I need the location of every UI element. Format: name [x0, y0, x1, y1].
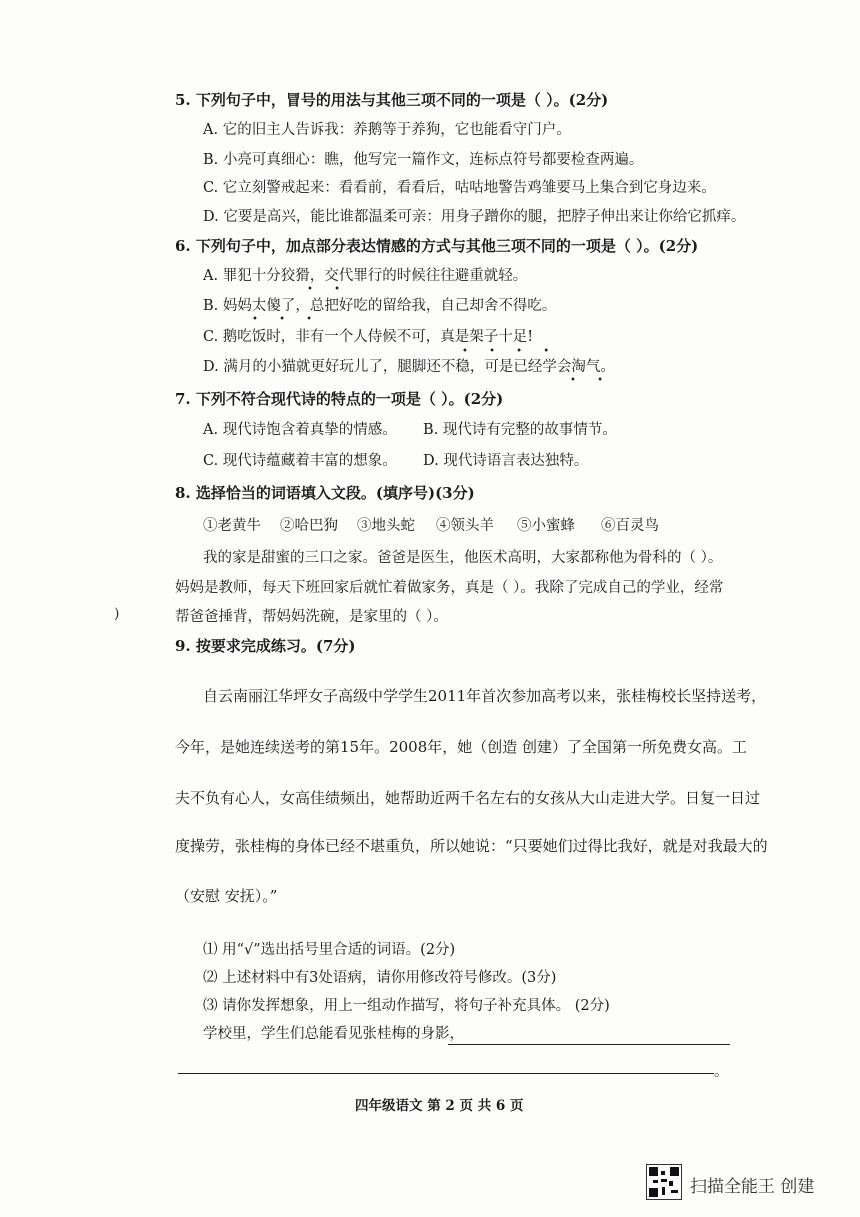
- q5-option-d: D. 它要是高兴，能比谁都温柔可亲：用身子蹭你的腿，把脖子伸出来让你给它抓痒。: [203, 209, 746, 225]
- q7-title: 7. 下列不符合现代诗的特点的一项是（ ）。(2分): [175, 390, 504, 408]
- q6-option-d: D. 满月的小猫就更好玩儿了，腿脚还不稳，可是已经学会淘气。: [203, 359, 615, 375]
- scanner-watermark: 扫描全能王 创建: [690, 1177, 815, 1197]
- q8-choice-2: ②哈巴狗: [280, 518, 338, 534]
- q9-subquestion-2: ⑵ 上述材料中有3处语病，请你用修改符号修改。(3分): [203, 970, 557, 986]
- page-footer: 四年级语文 第 2 页 共 6 页: [355, 1098, 524, 1114]
- q7-option-b: B. 现代诗有完整的故事情节。: [423, 422, 617, 438]
- emphasis-dots: • • •: [252, 314, 322, 325]
- q5-option-b: B. 小亮可真细心：瞧，他写完一篇作文，连标点符号都要检查两遍。: [203, 152, 644, 168]
- qr-code-icon: [646, 1164, 682, 1200]
- q8-text-line-2: 妈妈是教师，每天下班回家后就忙着做家务，真是（ ）。我除了完成自己的学业，经常: [175, 580, 724, 596]
- q8-text-line-3: 帮爸爸捶背，帮妈妈洗碗，是家里的（ ）。: [175, 609, 448, 625]
- q9-answer-prompt: 学校里，学生们总能看见张桂梅的身影，: [203, 1026, 464, 1042]
- q6-option-c: C. 鹅吃饭时，非有一个人侍候不可，真是架子十足!: [203, 329, 534, 345]
- q9-passage-line-2: 今年，是她连续送考的第15年。2008年，她（创造 创建）了全国第一所免费女高。工: [175, 738, 748, 756]
- q5-option-c: C. 它立刻警戒起来：看看前，看看后，咕咕地警告鸡雏要马上集合到它身边来。: [203, 180, 716, 196]
- q6-option-a: A. 罪犯十分狡猾，交代罪行的时候往往避重就轻。: [203, 268, 528, 284]
- q5-option-a: A. 它的旧主人告诉我：养鹅等于养狗，它也能看守门户。: [203, 122, 571, 138]
- emphasis-dots: • •: [570, 375, 612, 386]
- q9-subquestion-1: ⑴ 用“√”选出括号里合适的词语。(2分): [203, 942, 456, 958]
- q8-choice-5: ⑤小蜜蜂: [517, 518, 575, 534]
- q7-option-c: C. 现代诗蕴藏着丰富的想象。: [203, 453, 397, 469]
- q8-title: 8. 选择恰当的词语填入文段。(填序号)(3分): [175, 484, 475, 502]
- q9-passage-line-5: （安慰 安抚）。”: [175, 887, 278, 905]
- q8-choice-4: ④领头羊: [436, 518, 494, 534]
- q5-title: 5. 下列句子中，冒号的用法与其他三项不同的一项是（ ）。(2分): [175, 91, 609, 109]
- q7-option-d: D. 现代诗语言表达独特。: [423, 453, 589, 469]
- emphasis-dots: • • • •: [462, 346, 559, 357]
- answer-blank-line[interactable]: [448, 1044, 730, 1045]
- answer-blank-line[interactable]: [178, 1073, 714, 1074]
- q8-text-line-1: 我的家是甜蜜的三口之家。爸爸是医生，他医术高明，大家都称他为骨科的（ ）。: [203, 550, 723, 566]
- q9-passage-line-4: 度操劳，张桂梅的身体已经不堪重负，所以她说：“只要她们过得比我好，就是对我最大的: [175, 837, 768, 855]
- q9-passage-line-1: 自云南丽江华坪女子高级中学学生2011年首次参加高考以来，张桂梅校长坚持送考，: [203, 687, 767, 705]
- margin-mark: ): [114, 606, 120, 622]
- q6-option-b: B. 妈妈太傻了，总把好吃的留给我，自己却舍不得吃。: [203, 298, 557, 314]
- q9-title: 9. 按要求完成练习。(7分): [175, 637, 356, 655]
- q8-choice-1: ①老黄牛: [203, 518, 261, 534]
- emphasis-dots: • •: [307, 284, 349, 295]
- q8-choice-3: ③地头蛇: [357, 518, 415, 534]
- q9-subquestion-3: ⑶ 请你发挥想象，用上一组动作描写，将句子补充具体。 (2分): [203, 998, 610, 1014]
- answer-end-mark: 。: [714, 1064, 729, 1080]
- q7-option-a: A. 现代诗饱含着真挚的情感。: [203, 422, 397, 438]
- q8-choice-6: ⑥百灵鸟: [601, 518, 659, 534]
- q6-title: 6. 下列句子中，加点部分表达情感的方式与其他三项不同的一项是（ ）。(2分): [175, 237, 699, 255]
- q9-passage-line-3: 夫不负有心人，女高佳绩频出，她帮助近两千名左右的女孩从大山走进大学。日复一日过: [175, 789, 761, 807]
